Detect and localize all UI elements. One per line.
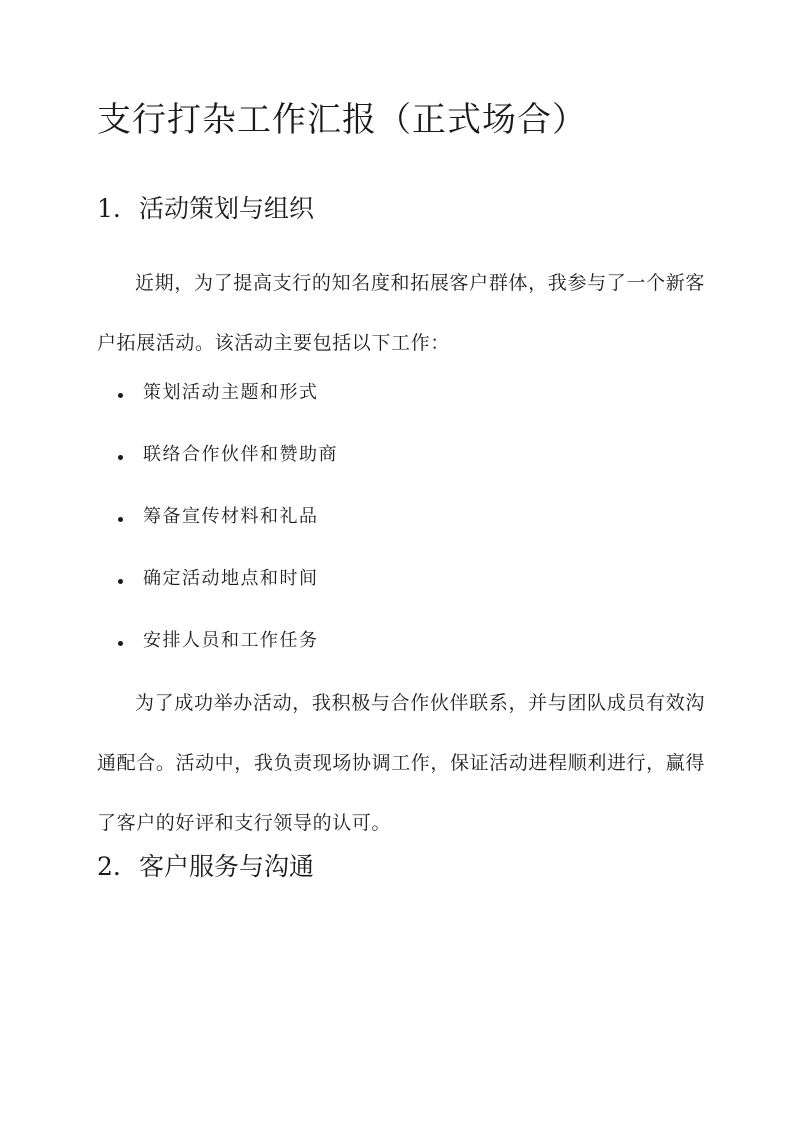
list-item-text: 安排人员和工作任务 xyxy=(143,630,319,651)
bullet-icon xyxy=(118,579,123,584)
document-title: 支行打杂工作汇报（正式场合） xyxy=(97,100,587,140)
section-1-intro-paragraph: 近期，为了提高支行的知名度和拓展客户群体，我参与了一个新客户拓展活动。该活动主要包括以下工作： xyxy=(97,272,705,354)
bullet-icon xyxy=(118,393,123,398)
bullet-icon xyxy=(118,455,123,460)
task-bullet-list xyxy=(118,362,338,672)
section-heading-text: 客户服务与沟通 xyxy=(139,852,315,881)
section-heading-text: 活动策划与组织 xyxy=(139,194,315,223)
list-item xyxy=(118,548,338,610)
section-number: 1. xyxy=(97,194,121,223)
list-item-text: 确定活动地点和时间 xyxy=(143,568,319,589)
list-item xyxy=(118,486,338,548)
bullet-icon xyxy=(118,517,123,522)
list-item xyxy=(118,424,338,486)
list-item-text: 联络合作伙伴和赞助商 xyxy=(143,444,338,465)
list-item xyxy=(118,362,338,424)
section-number: 2. xyxy=(97,852,121,881)
section-1-conclusion-paragraph: 为了成功举办活动，我积极与合作伙伴联系，并与团队成员有效沟通配合。活动中，我负责现场协调工作，保证活动进程顺利进行，赢得了客户的好评和支行领导的认可。 xyxy=(97,692,705,834)
list-item-text: 筹备宣传材料和礼品 xyxy=(143,506,319,527)
list-item xyxy=(118,610,338,672)
bullet-icon xyxy=(118,641,123,646)
list-item-text: 策划活动主题和形式 xyxy=(143,382,319,403)
section-heading-1 xyxy=(97,192,314,226)
section-heading-2 xyxy=(97,850,314,884)
